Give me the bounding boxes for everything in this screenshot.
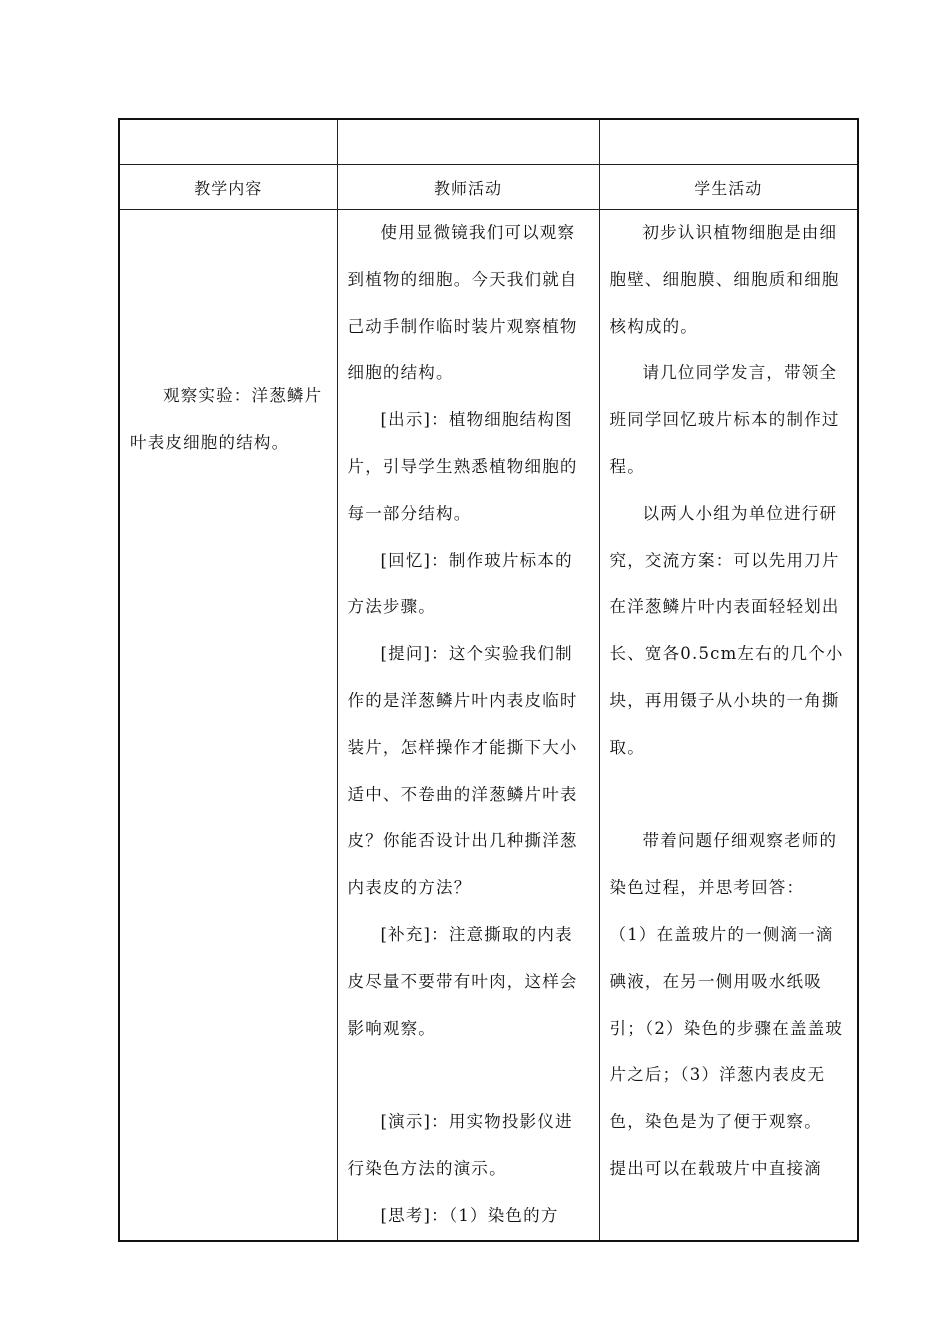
blank-cell xyxy=(337,119,599,165)
lesson-plan-table xyxy=(118,118,859,1242)
student-paragraph: 请几位同学发言，带领全班同学回忆玻片标本的制作过程。 xyxy=(609,363,840,476)
content-column xyxy=(119,210,337,1241)
blank-cell xyxy=(119,119,337,165)
body-row xyxy=(119,210,858,1241)
content-text: 观察实验：洋葱鳞片叶表皮细胞的结构。 xyxy=(130,386,323,452)
teacher-paragraph: 使用显微镜我们可以观察到植物的细胞。今天我们就自己动手制作临时装片观察植物细胞的结构。 xyxy=(347,223,578,383)
teacher-paragraph: [演示]：用实物投影仪进行染色方法的演示。 xyxy=(347,1112,573,1178)
student-paragraph: 以两人小组为单位进行研究，交流方案：可以先用刀片在洋葱鳞片叶内表面轻轻划出长、宽各0.5cm左右的几个小块，再用镊子从小块的一角撕取。 xyxy=(609,503,844,757)
teacher-paragraph: [提问]：这个实验我们制作的是洋葱鳞片叶内表皮临时装片，怎样操作才能撕下大小适中、不卷曲的洋葱鳞片叶表皮？你能否设计出几种撕洋葱内表皮的方法？ xyxy=(347,644,578,898)
header-row xyxy=(119,165,858,210)
student-paragraph: （1）在盖玻片的一侧滴一滴碘液，在另一侧用吸水纸吸引；（2）染色的步骤在盖盖玻片之后；（3）洋葱内表皮无色，染色是为了便于观察。 xyxy=(609,924,844,1132)
teacher-paragraph: [回忆]：制作玻片标本的方法步骤。 xyxy=(347,550,573,617)
header-content: 教学内容 xyxy=(119,165,337,210)
student-column xyxy=(599,210,858,1241)
teacher-paragraph: [补充]：注意撕取的内表皮尽量不要带有叶肉，这样会影响观察。 xyxy=(347,924,578,1038)
blank-cell xyxy=(599,119,858,165)
header-student: 学生活动 xyxy=(599,165,858,210)
blank-top-row xyxy=(119,119,858,165)
teacher-column xyxy=(337,210,599,1241)
student-paragraph: 初步认识植物细胞是由细胞壁、细胞膜、细胞质和细胞核构成的。 xyxy=(609,223,840,336)
header-teacher: 教师活动 xyxy=(337,165,599,210)
teacher-paragraph: [出示]：植物细胞结构图片，引导学生熟悉植物细胞的每一部分结构。 xyxy=(347,410,578,523)
student-paragraph: 带着问题仔细观察老师的染色过程，并思考回答： xyxy=(609,831,838,898)
teacher-paragraph: [思考]：（1）染色的方 xyxy=(380,1205,559,1225)
student-paragraph: 提出可以在载玻片中直接滴 xyxy=(609,1158,822,1178)
